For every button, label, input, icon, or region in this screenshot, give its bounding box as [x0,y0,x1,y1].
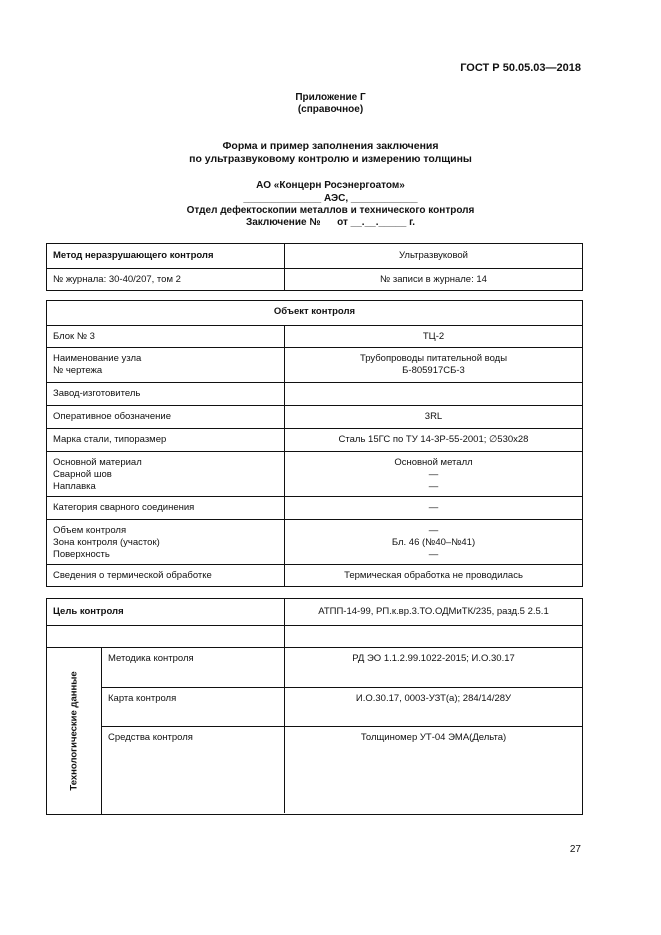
object-table-title: Объект контроля [273,306,356,317]
cell-label: Объем контроля [53,525,127,536]
table-row [47,625,582,647]
empty-cell [285,626,582,647]
tech-data-header [47,648,102,814]
cell-label: Сведения о термической обработке [53,570,212,581]
cell-value: Сталь 15ГС по ТУ 14-3Р-55-2001; ∅530x28 [338,434,529,445]
tech-row-label: Средства контроля [102,727,285,813]
object-table [46,300,583,587]
cell-label: Оперативное обозначение [53,411,171,422]
conclusion-number: Заключение № от __.__._____ г. [245,217,416,228]
cell-value: ТЦ-2 [422,331,445,342]
goal-value: АТПП-14-99, РП.к.вр.3.ТО.ОДМиТК/235, разд.5 2.5.1 [318,606,549,617]
tech-row-label: Карта контроля [102,688,285,726]
cell-value: Основной металл [394,457,473,468]
cell-label: Зона контроля (участок) [53,537,160,548]
cell-value: 3RL [424,411,443,422]
table-row [47,405,582,428]
cell-value: — [428,469,439,480]
table-row [102,687,582,726]
cell-value: Трубопроводы питательной воды [359,353,508,364]
cell-label: № чертежа [53,365,103,376]
method-label: Метод неразрушающего контроля [47,244,285,268]
table-row [47,347,582,382]
cell-value: Термическая обработка не проводилась [344,570,523,581]
table-row [47,451,582,496]
cell-label: Категория сварного соединения [53,502,195,513]
journal-label: № журнала: 30-40/207, том 2 [47,269,285,290]
cell-value: — [428,481,439,492]
npp-name: ______________ АЭС, ____________ [243,193,418,204]
doc-number: ГОСТ Р 50.05.03—2018 [460,62,581,74]
table-row [102,648,582,687]
table-row [47,244,582,268]
cell-value: — [428,549,439,560]
method-table [46,243,583,291]
cell-label: Наплавка [53,481,96,492]
table-row [47,496,582,519]
form-title-line2: по ультразвуковому контролю и измерению толщины [189,153,472,165]
goal-label: Цель контроля [47,599,285,625]
page-number: 27 [569,844,581,855]
tech-row-value: РД ЭО 1.1.2.99.1022-2015; И.О.30.17 [352,653,515,664]
cell-label: Поверхность [53,549,110,560]
method-value: Ультразвуковой [399,250,468,261]
purpose-table [46,598,583,815]
table-row [47,564,582,586]
tech-row-value: И.О.30.17, 0003-УЗТ(а); 284/14/28У [355,693,512,704]
department: Отдел дефектоскопии металлов и технического контроля [186,205,475,216]
journal-record-value: № записи в журнале: 14 [380,274,487,285]
table-row [47,599,582,625]
table-row [47,325,582,347]
cell-label: Марка стали, типоразмер [53,434,167,445]
tech-row-value: Толщиномер УТ-04 ЭМА(Дельта) [360,732,507,743]
cell-label: Сварной шов [53,469,112,480]
table-row [47,428,582,451]
org-name: АО «Концерн Росэнергоатом» [256,180,405,191]
form-title-line1: Форма и пример заполнения заключения [222,140,439,152]
table-row [47,268,582,290]
table-header-row [47,301,582,325]
cell-label: Основной материал [53,457,142,468]
cell-value: — [428,525,439,536]
cell-label: Завод-изготовитель [53,388,141,399]
empty-cell [47,626,285,647]
cell-value: Бл. 46 (№40–№41) [391,537,476,548]
cell-label: Наименование узла [53,353,142,364]
tech-data-label: Технологические данные [68,671,80,791]
table-row [47,519,582,564]
tech-row-label: Методика контроля [102,648,285,687]
table-row [102,726,582,813]
tech-data-rows [102,648,582,814]
cell-value: Б-805917СБ-3 [402,365,465,376]
tech-data-block [47,647,582,814]
cell-label: Блок № 3 [53,331,95,342]
appendix-subtitle: (справочное) [297,104,364,115]
cell-value: — [428,502,439,513]
table-row [47,382,582,405]
appendix-title: Приложение Г [295,92,366,103]
